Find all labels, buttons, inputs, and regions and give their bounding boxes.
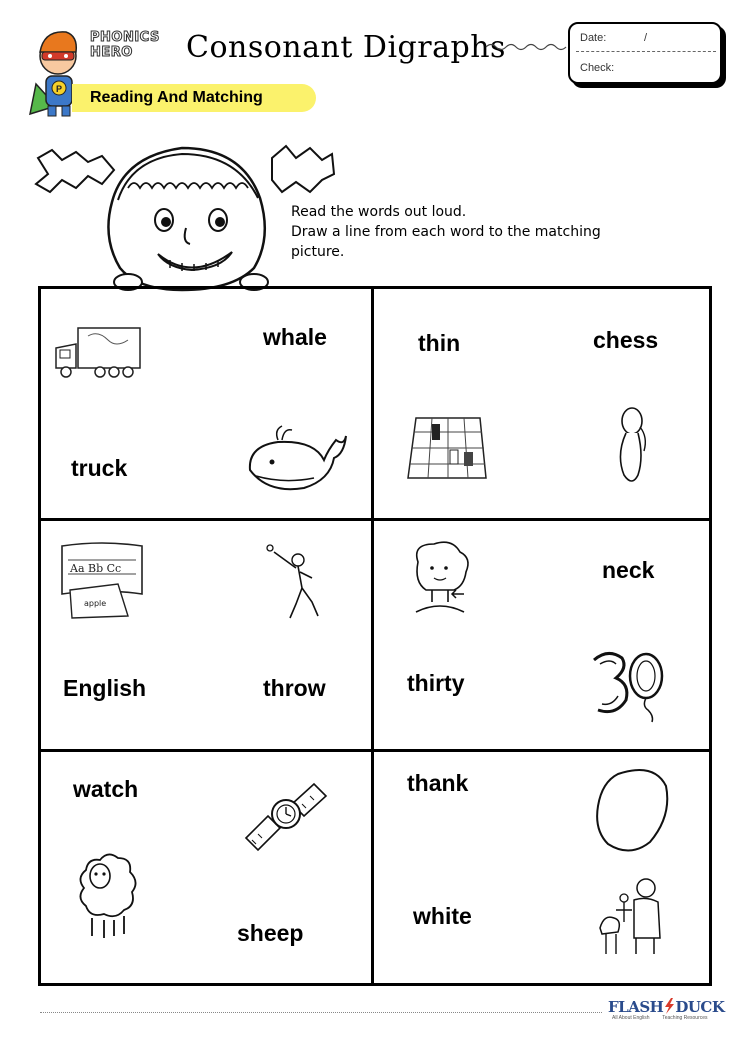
- footer-dotted-line: [40, 1012, 602, 1013]
- thank-you-people-icon: [594, 874, 674, 958]
- brand-left: FLASH: [608, 998, 664, 1016]
- white-blob-icon: [594, 766, 670, 854]
- brand-tagline-right: Teaching Resources: [662, 1015, 708, 1021]
- date-divider: [576, 51, 716, 52]
- grid-divider-2: [38, 749, 712, 752]
- word-truck[interactable]: truck: [71, 455, 128, 481]
- word-white[interactable]: white: [413, 903, 472, 929]
- number-thirty-balloon-icon: [588, 650, 670, 722]
- logo-line2: HERO: [90, 45, 133, 60]
- brand-right: DUCK: [675, 998, 725, 1016]
- brand-tagline: [612, 1015, 708, 1021]
- lightning-icon: [663, 998, 675, 1014]
- date-check-box: [568, 22, 722, 84]
- word-thank[interactable]: thank: [407, 770, 469, 796]
- word-neck[interactable]: neck: [602, 557, 655, 583]
- word-watch[interactable]: watch: [73, 776, 139, 802]
- word-chess[interactable]: chess: [593, 327, 659, 353]
- wave-decoration-icon: [486, 40, 566, 54]
- thin-figure-icon: [610, 405, 654, 489]
- date-label: Date:: [580, 32, 607, 44]
- word-sheep[interactable]: sheep: [237, 920, 304, 946]
- instruction-line-1: Read the words out loud.: [291, 204, 467, 220]
- svg-text:Aa Bb Cc: Aa Bb Cc: [70, 562, 122, 575]
- check-label: Check:: [580, 62, 615, 74]
- word-whale[interactable]: whale: [263, 324, 327, 350]
- svg-text:apple: apple: [84, 599, 107, 608]
- logo-line1: PHONICS: [90, 30, 160, 45]
- brand-tagline-left: All About English: [612, 1015, 650, 1021]
- svg-text:P: P: [56, 84, 63, 94]
- whale-icon: [244, 420, 350, 494]
- throwing-person-icon: [262, 542, 328, 622]
- date-separator: /: [644, 32, 648, 44]
- word-throw[interactable]: throw: [263, 675, 326, 701]
- sheep-icon: [74, 852, 140, 940]
- truck-icon: [52, 322, 144, 382]
- neck-icon: [408, 540, 472, 614]
- word-thirty[interactable]: thirty: [407, 670, 465, 696]
- instructions: [291, 202, 601, 262]
- subtitle-banner: [72, 84, 316, 112]
- page-title: Consonant Digraphs: [186, 30, 506, 65]
- chessboard-icon: [406, 410, 488, 484]
- grid-divider-1: [38, 518, 712, 521]
- wristwatch-icon: [242, 782, 328, 852]
- brand-logo: [608, 998, 724, 1016]
- grid-vertical-divider: [371, 286, 374, 986]
- word-thin[interactable]: thin: [418, 330, 461, 356]
- subtitle-text: Reading And Matching: [90, 89, 263, 106]
- instruction-line-3: picture.: [291, 244, 345, 260]
- english-book-icon: [58, 540, 146, 620]
- word-english[interactable]: English: [63, 675, 147, 701]
- instruction-line-2: Draw a line from each word to the matching: [291, 224, 601, 240]
